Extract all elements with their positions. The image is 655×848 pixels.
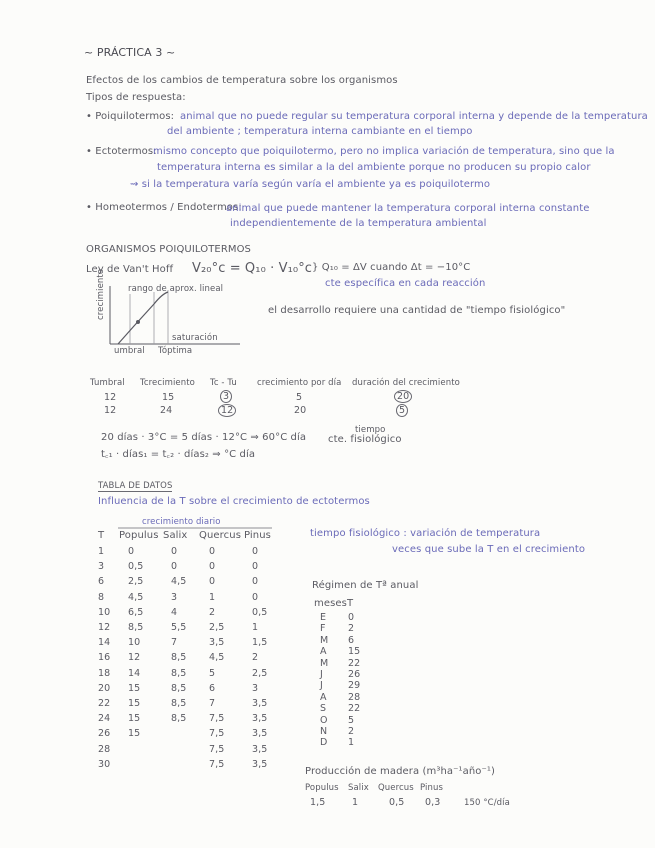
datos-temperature-cell: 3 xyxy=(98,561,105,573)
produccion-header: Pinus xyxy=(420,783,444,793)
regimen-month-cell: J xyxy=(320,680,323,692)
datos-value-cell: 0,5 xyxy=(128,561,144,573)
datos-value-cell: 3,5 xyxy=(252,758,268,770)
page-title: ~ PRÁCTICA 3 ~ xyxy=(84,46,176,59)
datos-value-cell: 2,5 xyxy=(128,576,144,588)
datos-value-cell: 0 xyxy=(252,591,259,603)
regimen-month-cell: D xyxy=(320,737,328,749)
regimen-month-cell: J xyxy=(320,669,323,680)
regimen-temp-cell: 28 xyxy=(348,691,361,703)
datos-temperature-cell: 22 xyxy=(98,698,111,709)
equation-note-top: tiempo xyxy=(355,425,386,435)
regimen-temp-cell: 26 xyxy=(348,669,361,680)
def-text-line: independientemente de la temperatura ambiental xyxy=(230,218,487,229)
datos-temperature-cell: 10 xyxy=(98,606,111,618)
regimen-header: T xyxy=(347,598,354,609)
types-heading: Tipos de respuesta: xyxy=(86,92,186,103)
datos-value-cell: 7,5 xyxy=(209,728,225,740)
datos-temperature-cell: 20 xyxy=(98,682,111,694)
datos-value-cell: 0 xyxy=(171,546,178,557)
regimen-temp-cell: 2 xyxy=(348,623,355,635)
regimen-temp-cell: 0 xyxy=(348,612,355,623)
section-heading: ORGANISMOS POIQUILOTERMOS xyxy=(86,244,252,255)
datos-value-cell: 2,5 xyxy=(209,622,225,633)
def-text-line: animal que no puede regular su temperatura corporal interna y depende de la temperatura xyxy=(180,111,648,122)
regimen-month-cell: F xyxy=(320,623,326,635)
produccion-heading: Producción de madera (m³ha⁻¹año⁻¹) xyxy=(305,766,496,777)
produccion-header: Populus xyxy=(305,783,339,793)
page-subtitle: Efectos de los cambios de temperatura sobre los organismos xyxy=(86,75,398,86)
datos-temperature-cell: 24 xyxy=(98,713,111,725)
def-note: ⇝ si la temperatura varía según varía el ambiente ya es poiquilotermo xyxy=(130,179,491,190)
regimen-month-cell: A xyxy=(320,691,327,703)
datos-temperature-cell: 16 xyxy=(98,652,111,664)
regimen-header: meses xyxy=(314,598,347,609)
def-text-line: temperatura interna es similar a la del ambiente porque no producen su propio calor xyxy=(157,162,591,173)
datos-value-cell: 15 xyxy=(128,698,141,709)
datos-value-cell: 7 xyxy=(171,637,178,649)
produccion-header: Quercus xyxy=(378,783,414,793)
datos-temperature-cell: 30 xyxy=(98,758,111,770)
regimen-month-cell: O xyxy=(320,714,328,726)
graph-y-label: crecimiento xyxy=(96,268,106,320)
produccion-value: 0,3 xyxy=(425,797,441,808)
table-cell: 20 xyxy=(294,405,307,416)
table-cell: 12 xyxy=(104,392,117,403)
def-term-ectotermos: • Ectotermos: xyxy=(86,146,157,157)
datos-value-cell: 4,5 xyxy=(171,576,187,588)
equation-note: cte. fisiológico xyxy=(328,434,402,445)
regimen-temp-cell: 22 xyxy=(348,657,361,669)
datos-value-cell: 2 xyxy=(209,606,216,618)
table-header: Tumbral xyxy=(90,378,125,388)
datos-value-cell: 5,5 xyxy=(171,622,187,633)
datos-value-cell: 6,5 xyxy=(128,606,144,618)
datos-value-cell: 0 xyxy=(209,546,216,557)
datos-header: Populus xyxy=(119,530,159,541)
table-header: duración del crecimiento xyxy=(352,378,460,388)
datos-temperature-cell: 28 xyxy=(98,743,111,755)
table-cell-circled: 12 xyxy=(218,404,236,417)
def-term-homeotermos: • Homeotermos / Endotermos: xyxy=(86,202,242,213)
regimen-temp-cell: 6 xyxy=(348,634,355,646)
regimen-temp-cell: 5 xyxy=(348,714,355,726)
datos-value-cell: 3 xyxy=(252,682,259,694)
produccion-value: 0,5 xyxy=(389,797,405,808)
datos-temperature-cell: 8 xyxy=(98,591,105,603)
development-note: el desarrollo requiere una cantidad de "tiempo fisiológico" xyxy=(268,305,566,316)
datos-value-cell: 2 xyxy=(252,652,259,664)
datos-value-cell: 7 xyxy=(209,698,216,709)
table-header: crecimiento por día xyxy=(257,378,342,388)
datos-header: Quercus xyxy=(199,530,241,541)
datos-value-cell: 10 xyxy=(128,637,141,649)
datos-value-cell: 7,5 xyxy=(209,743,225,755)
table-cell: 12 xyxy=(104,405,117,416)
datos-value-cell: 8,5 xyxy=(171,698,187,709)
datos-value-cell: 8,5 xyxy=(171,682,187,694)
datos-value-cell: 4 xyxy=(171,606,178,618)
datos-value-cell: 5 xyxy=(209,667,216,679)
datos-header: T xyxy=(98,530,105,541)
datos-value-cell: 4,5 xyxy=(128,591,144,603)
law-name: Ley de Van't Hoff xyxy=(86,264,174,275)
datos-value-cell: 0 xyxy=(209,561,216,573)
def-text-line: animal que puede mantener la temperatura corporal interna constante xyxy=(226,203,590,214)
datos-value-cell: 3,5 xyxy=(252,743,268,755)
datos-value-cell: 3 xyxy=(171,591,178,603)
produccion-value: 1 xyxy=(352,797,359,808)
table-header: Tcrecimiento xyxy=(140,378,195,388)
datos-heading: TABLA DE DATOS xyxy=(98,481,173,491)
datos-value-cell: 15 xyxy=(128,728,141,740)
q10-definition: } Q₁₀ = ΔV cuando Δt = −10°C xyxy=(312,262,471,273)
regimen-temp-cell: 29 xyxy=(348,680,361,692)
regimen-month-cell: S xyxy=(320,703,327,715)
datos-value-cell: 0 xyxy=(252,546,259,557)
regimen-temp-cell: 22 xyxy=(348,703,361,715)
regimen-heading: Régimen de Tª anual xyxy=(312,580,419,591)
datos-value-cell: 3,5 xyxy=(252,698,268,709)
datos-value-cell: 7,5 xyxy=(209,713,225,725)
produccion-note: 150 °C/día xyxy=(464,798,510,808)
datos-value-cell: 6 xyxy=(209,682,216,694)
datos-value-cell: 15 xyxy=(128,713,141,725)
datos-value-cell: 1,5 xyxy=(252,637,268,649)
datos-value-cell: 0 xyxy=(128,546,135,557)
datos-group-header: crecimiento diario xyxy=(142,517,221,527)
graph-x-label-optima: Tóptima xyxy=(158,346,193,356)
table-cell-circled: 20 xyxy=(394,390,412,403)
datos-value-cell: 1 xyxy=(209,591,216,603)
regimen-month-cell: N xyxy=(320,726,328,737)
vant-hoff-formula: V₂₀°c = Q₁₀ · V₁₀°c xyxy=(192,261,313,276)
equation-1: 20 días · 3°C = 5 días · 12°C ⇒ 60°C día xyxy=(101,432,307,443)
graph-saturation-label: saturación xyxy=(172,333,218,343)
datos-subheading: Influencia de la T sobre el crecimiento de ectotermos xyxy=(98,496,370,507)
datos-value-cell: 2,5 xyxy=(252,667,268,679)
datos-value-cell: 0 xyxy=(252,561,259,573)
datos-value-cell: 4,5 xyxy=(209,652,225,664)
datos-value-cell: 15 xyxy=(128,682,141,694)
datos-temperature-cell: 26 xyxy=(98,728,111,740)
datos-value-cell: 0 xyxy=(171,561,178,573)
datos-header: Pinus xyxy=(244,530,271,541)
table-cell-circled: 3 xyxy=(220,390,232,403)
datos-value-cell: 0 xyxy=(252,576,259,588)
datos-temperature-cell: 6 xyxy=(98,576,105,588)
table-cell: 24 xyxy=(160,405,173,416)
regimen-temp-cell: 15 xyxy=(348,646,361,658)
datos-value-cell: 8,5 xyxy=(171,713,187,725)
tiempo-note-line1: tiempo fisiológico : variación de temperatura xyxy=(310,528,541,539)
q10-note: cte específica en cada reacción xyxy=(325,278,486,289)
datos-value-cell: 3,5 xyxy=(252,728,268,740)
datos-header: Salix xyxy=(163,530,188,541)
produccion-header: Salix xyxy=(348,783,369,793)
def-term-poiquilotermos: • Poiquilotermos: xyxy=(86,111,175,122)
datos-temperature-cell: 1 xyxy=(98,546,105,557)
datos-value-cell: 12 xyxy=(128,652,141,664)
regimen-month-cell: M xyxy=(320,634,329,646)
produccion-value: 1,5 xyxy=(310,797,326,808)
datos-value-cell: 8,5 xyxy=(128,622,144,633)
datos-temperature-cell: 18 xyxy=(98,667,111,679)
datos-value-cell: 1 xyxy=(252,622,259,633)
regimen-temp-cell: 1 xyxy=(348,737,355,749)
datos-value-cell: 8,5 xyxy=(171,652,187,664)
regimen-month-cell: A xyxy=(320,646,327,658)
datos-value-cell: 3,5 xyxy=(252,713,268,725)
table-cell: 5 xyxy=(296,392,303,403)
datos-temperature-cell: 14 xyxy=(98,637,111,649)
def-text-line: del ambiente ; temperatura interna cambiante en el tiempo xyxy=(167,126,473,137)
tiempo-note-line2: veces que sube la T en el crecimiento xyxy=(392,544,586,555)
datos-value-cell: 0 xyxy=(209,576,216,588)
table-cell-circled: 5 xyxy=(396,404,408,417)
table-header: Tc - Tu xyxy=(210,378,237,388)
table-cell: 15 xyxy=(162,392,175,403)
equation-2: t꜀₁ · días₁ = t꜀₂ · días₂ ⇒ °C día xyxy=(101,449,256,460)
datos-value-cell: 7,5 xyxy=(209,758,225,770)
datos-temperature-cell: 12 xyxy=(98,622,111,633)
regimen-month-cell: M xyxy=(320,657,329,669)
regimen-temp-cell: 2 xyxy=(348,726,355,737)
datos-value-cell: 8,5 xyxy=(171,667,187,679)
regimen-month-cell: E xyxy=(320,612,327,623)
def-text-line: mismo concepto que poiquilotermo, pero no implica variación de temperatura, sino que la xyxy=(153,146,615,157)
datos-value-cell: 0,5 xyxy=(252,606,268,618)
datos-value-cell: 14 xyxy=(128,667,141,679)
graph-x-label-umbral: umbral xyxy=(114,346,145,356)
datos-value-cell: 3,5 xyxy=(209,637,225,649)
graph-range-label: rango de aprox. lineal xyxy=(128,284,224,294)
